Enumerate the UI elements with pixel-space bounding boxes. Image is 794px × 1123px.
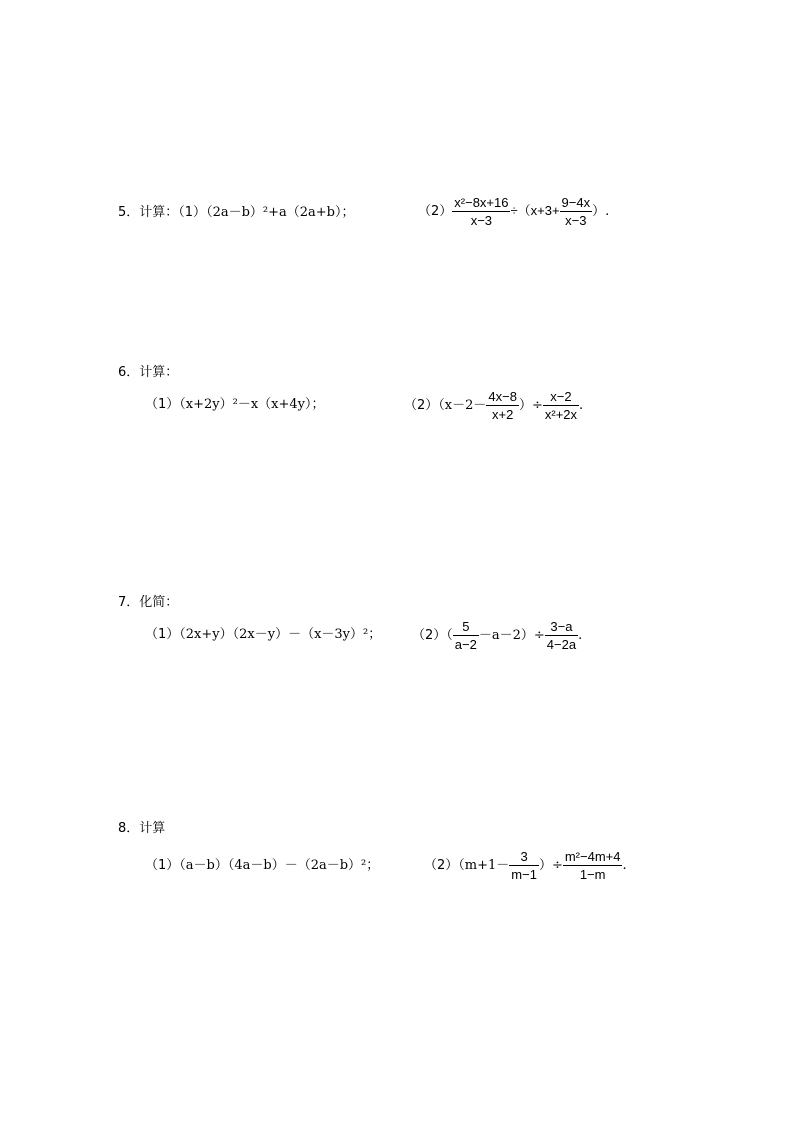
q6-fraction-2 [543, 390, 579, 421]
q7-part1-expr: （2x+y）（2x－y）－（x－3y）²； [179, 627, 382, 642]
q7-part2-end: . [578, 628, 583, 643]
q6-part2-end: . [579, 398, 584, 413]
q5-fraction-1-num: x²−8x+16 [454, 195, 509, 210]
q5-fraction-2-num: 9−4x [561, 195, 591, 210]
q5-part1-expr: （2a－b）²+a（2a+b）； [206, 205, 355, 220]
q5-part2-mid: ÷（x+3+ [510, 203, 560, 218]
q5-title: 5．计算： [118, 205, 179, 220]
q7-part2 [412, 620, 582, 651]
q8-part1-label: （1） [145, 858, 180, 873]
q6-title-line [118, 366, 178, 379]
q6-part2 [404, 390, 583, 421]
q8-part1-expr: （a－b）（4a－b）－（2a－b）²； [179, 858, 380, 873]
q7-part1 [145, 628, 381, 641]
q6-part2-mid: ）÷ [518, 398, 543, 413]
q6-fraction-1-den: x+2 [492, 407, 514, 422]
q8-part1 [145, 859, 379, 872]
q7-title: 7．化简： [118, 595, 179, 610]
q5-fraction-1 [452, 196, 510, 227]
q5-part2-end: ）. [592, 204, 610, 219]
q5-part1-label: （1） [178, 205, 207, 220]
q6-part1 [145, 398, 325, 411]
q7-part2-mid: －a－2）÷ [478, 628, 545, 643]
q6-part2-label: （2） [404, 398, 439, 413]
q8-fraction-2-den: 1−m [579, 867, 606, 882]
q8-part2-pre: （m+1－ [458, 858, 510, 873]
q7-fraction-2 [545, 620, 578, 651]
q8-fraction-1-num: 3 [509, 850, 539, 866]
q6-fraction-1 [486, 390, 519, 421]
q7-part1-label: （1） [145, 627, 180, 642]
q7-part2-label: （2） [412, 628, 447, 643]
q6-part2-pre: （x－2－ [438, 398, 487, 413]
q5-fraction-2 [560, 196, 593, 227]
q8-part2-mid: ）÷ [538, 858, 563, 873]
q7-fraction-1-num: 5 [453, 620, 479, 636]
q8-fraction-1 [509, 850, 539, 881]
q8-title: 8．计算 [118, 821, 166, 836]
q8-fraction-1-den: m−1 [511, 867, 537, 882]
q8-fraction-2 [563, 850, 623, 881]
q6-title: 6．计算： [118, 365, 179, 380]
q6-part1-label: （1） [145, 397, 180, 412]
q7-part2-pre: （ [446, 628, 453, 643]
q8-title-line [118, 822, 165, 835]
q7-fraction-1 [453, 620, 479, 651]
q8-part2-label: （2） [424, 858, 459, 873]
q6-fraction-2-num: x−2 [543, 390, 579, 406]
q6-fraction-2-den: x²+2x [544, 407, 578, 422]
q5-fraction-1-den: x−3 [470, 213, 493, 228]
q8-fraction-2-num: m²−4m+4 [564, 849, 621, 864]
q8-part2-end: . [622, 858, 627, 873]
q7-fraction-2-den: 4−2a [546, 637, 577, 652]
q8-part2 [424, 850, 627, 881]
q5-line [118, 206, 355, 219]
q5-part2 [418, 196, 609, 227]
q5-part2-label: （2） [418, 204, 453, 219]
q6-fraction-1-num: 4x−8 [488, 389, 517, 404]
q7-title-line [118, 596, 178, 609]
q5-fraction-2-den: x−3 [565, 213, 587, 228]
q7-fraction-2-num: 3−a [545, 620, 578, 636]
q6-part1-expr: （x+2y）²－x（x+4y）； [179, 397, 325, 412]
q7-fraction-1-den: a−2 [454, 637, 477, 652]
